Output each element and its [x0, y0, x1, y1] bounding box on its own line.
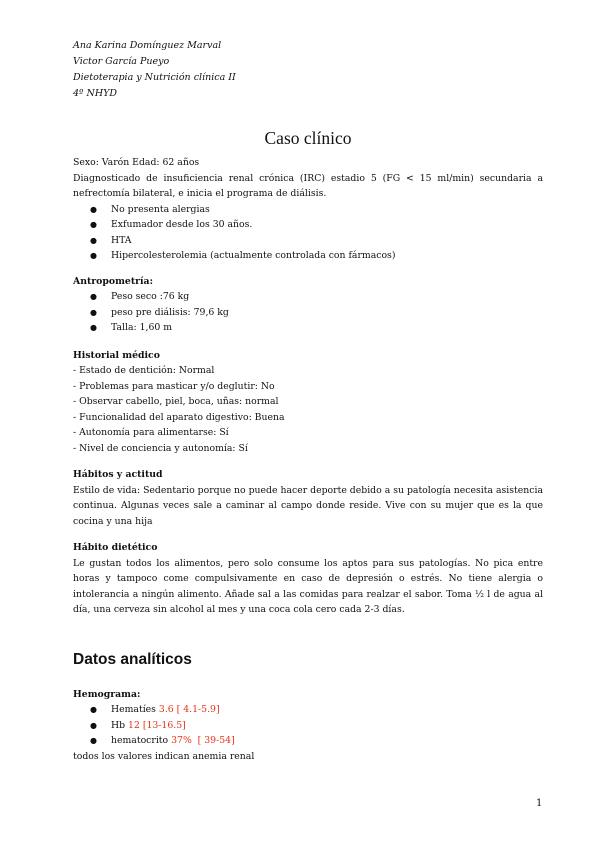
diet-text: Le gustan todos los alimentos, pero solo consume los aptos para sus patologías. No pica entre horas y tampoco come compulsivamente en caso de depresión o estrés. No tiene alergia o intolerancia a ningún alimento. Añade sal a las comidas para realzar el sabor. Toma ½ l de agua al día, una cerveza sin alcohol al mes y una coca cola cero cada 2-3 días. [73, 557, 543, 615]
history-item: - Observar cabello, piel, boca, uñas: normal [73, 396, 279, 407]
history-item: - Problemas para masticar y/o deglutir: No [73, 380, 275, 392]
hemogram-heading: Hemograma: [73, 688, 141, 700]
list-item: ● HTA [90, 233, 543, 249]
hemogram-list [73, 702, 543, 749]
list-item: ● hematocrito 37% [ 39-54] [90, 733, 543, 749]
list-item: ● Talla: 1,60 m [90, 320, 543, 336]
history-heading: Historial médico [73, 349, 160, 361]
history-item: - Nivel de conciencia y autonomía: Sí [73, 442, 248, 454]
anthropometry-heading: Antropometría: [73, 275, 153, 287]
bullet-icon: ● [90, 323, 97, 332]
bullet-icon: ● [90, 292, 97, 301]
list-item: ● No presenta alergias [90, 202, 543, 218]
bullet-icon: ● [90, 705, 97, 714]
bullet-icon: ● [90, 204, 97, 214]
author-name-1: Ana Karina Domínguez Marval [73, 40, 222, 51]
list-item: ● Exfumador desde los 30 años. [90, 217, 543, 233]
analytics-note: todos los valores indican anemia renal [73, 750, 255, 762]
header [73, 38, 543, 102]
bullet-icon: ● [90, 307, 97, 317]
bullet-icon: ● [90, 235, 97, 245]
page-number: 1 [536, 798, 543, 809]
page-title: Caso clínico [264, 128, 352, 148]
list-item: ● peso pre diálisis: 79,6 kg [90, 305, 543, 321]
bullet-icon: ● [90, 720, 97, 730]
group-name: 4º NHYD [73, 88, 118, 99]
diet-heading: Hábito dietético [73, 542, 158, 553]
course-name: Dietoterapia y Nutrición clínica II [73, 72, 236, 83]
lab-value: 37% [ 39-54] [171, 735, 235, 746]
patient-bullet-list [73, 202, 543, 264]
author-name-2: Victor García Pueyo [73, 56, 170, 67]
list-item: ● Peso seco :76 kg [90, 289, 543, 305]
bullet-icon: ● [90, 251, 97, 260]
list-item: ● Hematíes 3.6 [ 4.1-5.9] [90, 702, 543, 718]
bullet-icon: ● [90, 736, 97, 745]
list-item: ● Hipercolesterolemia (actualmente controlada con fármacos) [90, 248, 543, 264]
history-item: - Funcionalidad del aparato digestivo: Buena [73, 411, 285, 423]
lab-value: 12 [13-16.5] [128, 719, 186, 731]
patient-line: Sexo: Varón Edad: 62 años [73, 157, 200, 168]
habits-text: Estilo de vida: Sedentario porque no puede hacer deporte debido a su patología necesita asistencia continua. Algunas veces sale a caminar al campo donde reside. Vive con su mujer que es la que cocina y una hija [73, 484, 543, 527]
habits-heading: Hábitos y actitud [73, 469, 163, 480]
lab-value: 3.6 [ 4.1-5.9] [158, 704, 220, 715]
list-item: ● Hb 12 [13-16.5] [90, 718, 543, 734]
anthropometry-list [73, 289, 543, 336]
history-item: - Autonomía para alimentarse: Sí [73, 427, 229, 438]
analytics-heading: Datos analíticos [73, 650, 192, 668]
document-page [73, 38, 543, 764]
diagnosis-text: Diagnosticado de insuficiencia renal crónica (IRC) estadio 5 (FG < 15 ml/min) secundaria a nefrectomía bilateral, e inicia el programa de diálisis. [73, 172, 543, 199]
bullet-icon: ● [90, 220, 97, 229]
history-item: - Estado de dentición: Normal [73, 365, 215, 376]
